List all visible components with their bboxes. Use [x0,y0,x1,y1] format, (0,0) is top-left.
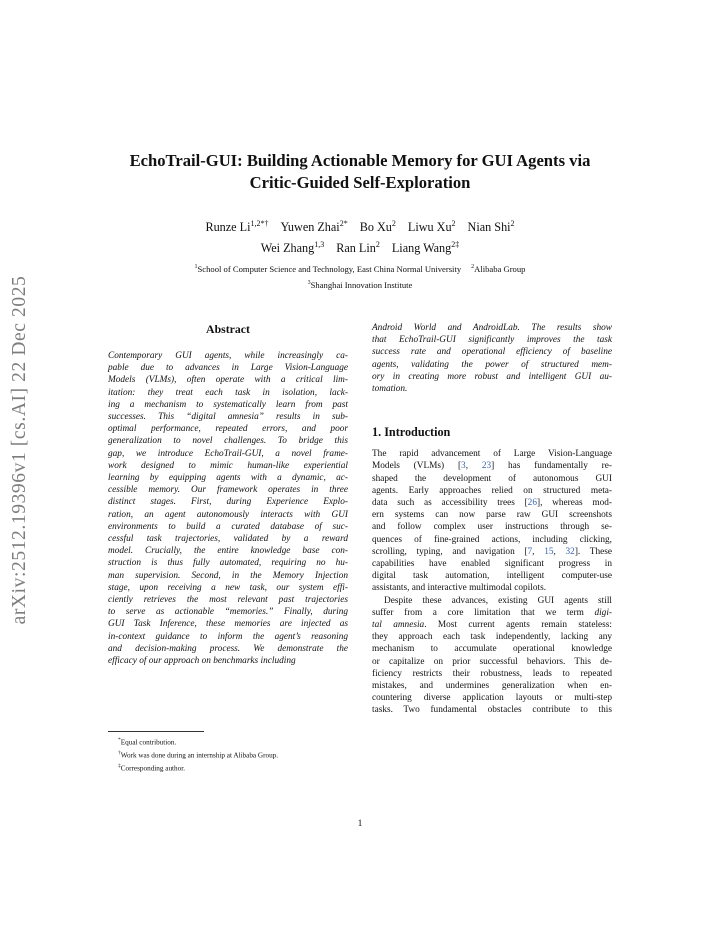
introduction-heading: 1. Introduction [372,425,451,440]
abstract-line: agents, validating the power of structured mem- [372,359,612,370]
abstract-line: model. Crucially, the entire knowledge base con- [108,546,348,557]
abstract-line: tomation. [372,384,408,395]
abstract-line: ciently retrieves the most relevant past trajectories [108,595,348,606]
text-run: mistakes, and undermines generalization when en- [372,681,612,692]
abstract-line: Android World and AndroidLab. The results show [372,323,612,333]
text-run: ]. These [574,546,612,557]
text-run: Models (VLMs) [ [372,461,462,472]
text-run: The rapid advancement of Large Vision-Language [372,449,612,460]
introduction-line [372,607,612,619]
introduction-line [372,668,612,680]
introduction-line [372,558,612,570]
abstract-body [108,350,348,667]
text-run: , [465,461,482,472]
text-run: data such as accessibility trees [ [372,498,528,509]
introduction-paragraph-1 [372,448,612,594]
paper-title-line-1: EchoTrail-GUI: Building Actionable Memory for GUI Agents via [129,151,591,170]
footnote-mark: ‡ [118,762,121,769]
abstract-line: to serve as actionable “memories.” Finally, during [108,607,348,618]
author-name: Nian Shi [467,220,511,235]
abstract-line: that EchoTrail-GUI significantly improves the task [372,335,612,346]
text-run: assistants, and interactive multimodal copilots. [372,583,547,594]
affiliation-name: Alibaba Group [474,263,526,274]
author-name: Runze Li [205,220,251,235]
introduction-line [372,680,612,692]
introduction-line [372,534,612,546]
introduction-line [372,692,612,704]
text-run: digi- [594,607,612,618]
abstract-heading: Abstract [206,322,250,336]
abstract-line: Models (VLMs), often operate with a critical lim- [108,375,348,386]
footnote-text: Corresponding author. [120,763,186,772]
abstract-line: ing a mechanism to systematically learn from past [108,399,348,410]
affiliations [60,260,660,292]
abstract-line: ration, an agent autonomously interacts with GUI [108,509,348,520]
abstract-line: ory in creating more robust and intelligent GUI au- [372,371,612,382]
arxiv-identifier-text: arXiv:2512.19396v1 [cs.AI] 22 Dec 2025 [9,275,30,625]
affiliation-line-2 [60,276,660,292]
affiliation-marker: 2 [471,264,475,270]
text-run: tal amnesia [372,620,425,631]
left-column [108,322,348,667]
text-run: shaped the development of autonomous GUI [372,473,612,484]
author [360,220,396,234]
text-run: . Most current agents remain stateless: [424,620,612,631]
text-run: ], whereas mod- [536,498,612,509]
author-name: Liwu Xu [407,220,452,235]
author-line-1 [90,215,630,236]
text-run: or capitalize on prior successful behaviors. This de- [372,656,612,667]
citation-link[interactable]: 26 [527,498,537,509]
citation-link[interactable]: 15 [544,546,554,557]
introduction-line [372,619,612,631]
abstract-line: and decision-making process. We demonstrate the [108,643,348,654]
footnote [118,735,278,748]
right-column [372,322,612,717]
introduction-paragraph-2 [372,595,612,717]
author-affiliation-marker: 1,2*† [250,219,269,228]
abstract-line: gap, we introduce EchoTrail-GUI, a novel frame- [108,448,348,459]
text-run: scrolling, typing, and navigation [ [372,546,528,557]
author-name: Yuwen Zhai [280,220,340,235]
text-run: quences of fine-grained actions, including clicking, [372,534,612,545]
affiliation-marker: 3 [307,279,311,286]
author [392,241,459,255]
text-run: countering diverse application layouts or multi-step [372,693,612,704]
footnote-mark: * [118,737,121,743]
abstract-line: GUI Task Inference, these memories are injected as [108,619,348,630]
abstract-line: environments to build a curated database of suc- [108,521,348,532]
introduction-line [372,656,612,668]
introduction-line [372,595,612,607]
text-run: and follow complex user instructions through se- [372,522,612,533]
abstract-line: work designed to mimic human-like experiential [108,460,348,471]
introduction-line [372,497,612,509]
citation-link[interactable]: 7 [527,546,533,557]
author-affiliation-marker: 2* [339,219,348,228]
abstract-continuation [372,322,612,395]
author-line-2 [90,236,630,257]
abstract-line: successes. This “digital amnesia” results in sub- [108,412,348,423]
author-affiliation-marker: 1,3 [314,240,325,250]
footnote-mark: † [118,749,121,756]
footnote [118,761,278,774]
author [261,241,325,255]
introduction-line [372,448,612,460]
affiliation-name: School of Computer Science and Technology, East China Normal University [197,263,462,274]
abstract-line: stage, upon receiving a new task, our system effi- [108,582,348,593]
abstract-line: struction is thus fully automated, requiring no hu- [108,558,348,569]
author [336,241,380,255]
affiliation-name: Shanghai Innovation Institute [310,279,413,290]
footnote-rule [108,731,204,732]
introduction-line [372,521,612,533]
author [280,220,347,234]
abstract-line: man supervision. Second, in the Memory Injection [108,570,348,581]
footnote [118,748,278,761]
abstract-line: efficacy of our approach on benchmarks including [108,656,296,667]
paper-title [90,150,630,194]
text-run: agents. Early approaches relied on structured meta- [372,485,612,496]
introduction-line [372,643,612,655]
citation-link[interactable]: 3 [461,461,466,472]
author-list [90,215,630,257]
author-affiliation-marker: 2‡ [451,240,460,250]
abstract-line: Contemporary GUI agents, while increasingly ca- [108,351,348,361]
abstract-line: optimal performance, repeated errors, and poor [108,424,348,435]
abstract-line: distinct stages. First, during Experience Explo- [108,497,348,508]
abstract-line: cessible memory. Our framework operates in three [108,485,348,496]
footnotes [118,735,278,773]
text-run: tasks. Two fundamental obstacles contribute to this [372,705,612,716]
author-name: Wei Zhang [260,241,315,256]
introduction-line [372,704,612,716]
author-affiliation-marker: 2 [510,219,515,228]
abstract-line: learning by equipping agents with a dynamic, ac- [108,473,348,484]
author-name: Bo Xu [359,220,392,235]
text-run: , [532,546,545,557]
introduction-line [372,631,612,643]
page-number: 1 [357,819,363,829]
citation-link[interactable]: 32 [565,546,575,557]
paper-title-line-2: Critic-Guided Self-Exploration [249,173,471,192]
introduction-line [372,509,612,521]
text-run: digital task automation, intelligent computer-use [372,571,612,582]
author-name: Liang Wang [391,241,452,256]
text-run: they approach each task independently, lacking any [372,632,612,643]
abstract-line: cessful task trajectories, validated by a reward [108,534,348,545]
author [468,220,515,234]
introduction-line [372,460,612,472]
abstract-line: in-context guidance to inform the agent’s reasoning [108,631,348,642]
text-run: mechanism to accumulate operational knowledge [372,644,612,655]
introduction-line [372,473,612,485]
abstract-line: pable due to advances in Large Vision-Language [108,363,348,374]
introduction-line [372,546,612,558]
text-run: Despite these advances, existing GUI agents still [384,595,612,606]
author-affiliation-marker: 2 [391,219,396,228]
text-run: ficiency restricts their robustness, leads to repeated [372,668,612,679]
text-run: capabilities have enabled significant progress in [372,559,612,570]
introduction-line [372,570,612,582]
footnote-text: Work was done during an internship at Alibaba Group. [120,751,279,760]
citation-link[interactable]: 23 [481,461,492,472]
abstract-line: generalization to novel challenges. To bridge this [108,436,348,447]
affiliation-marker: 1 [194,264,198,270]
author-affiliation-marker: 2 [451,219,456,228]
text-run: suffer from a core limitation that we term [372,607,595,618]
introduction-line [372,582,612,594]
footnote-text: Equal contribution. [120,738,177,747]
introduction-line [372,485,612,497]
author [408,220,456,234]
abstract-line: success rate and operational efficiency of baseline [372,347,612,358]
author-name: Ran Lin [336,241,376,256]
affiliation-line-1 [60,260,660,276]
text-run: , [553,546,566,557]
author-affiliation-marker: 2 [375,240,380,250]
text-run: ] has fundamentally re- [491,461,613,472]
text-run: ern systems can now parse raw GUI screenshots [372,510,612,521]
author [205,220,268,234]
abstract-line: itation: they treat each task in isolation, lack- [108,387,348,398]
